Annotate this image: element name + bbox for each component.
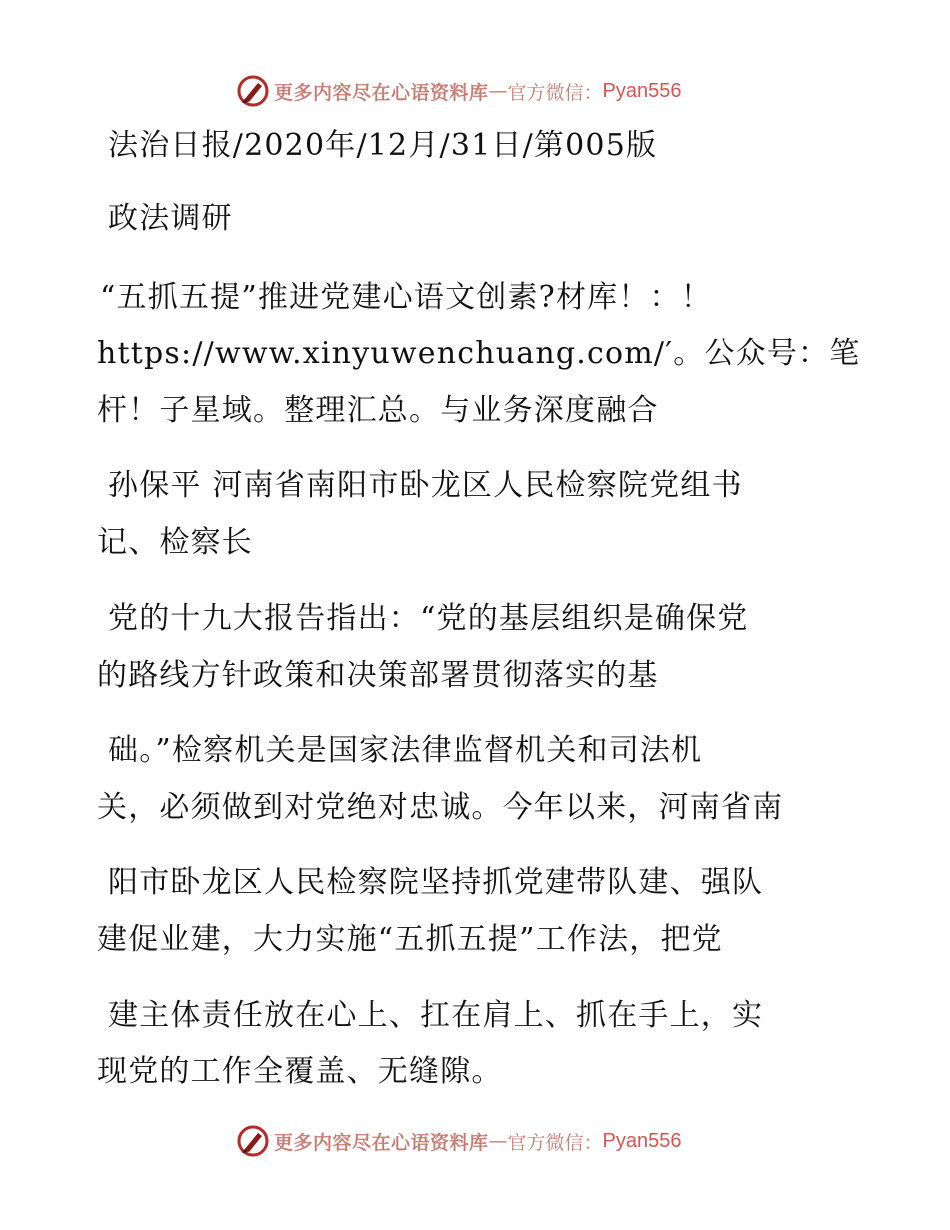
wechat-label: 官方微信： <box>507 1131 603 1154</box>
wechat-id: Pyan556 <box>602 1129 682 1152</box>
paragraph-line: 建促业建，大力实施“五抓五提”工作法，把党 <box>97 922 723 957</box>
pen-logo-icon <box>236 74 270 108</box>
author-line: 记、检察长 <box>97 525 253 560</box>
section-heading: 政法调研 <box>108 201 233 236</box>
paragraph-line: 关，必须做到对党绝对忠诚。今年以来，河南省南 <box>97 790 784 825</box>
paragraph-line: 党的十九大报告指出：“党的基层组织是确保党 <box>108 601 749 636</box>
article-title: https://www.xinyuwenchuang.com/′。公众号：笔 <box>97 336 861 371</box>
paragraph-line: 建主体责任放在心上、扛在肩上、抓在手上，实 <box>108 998 764 1033</box>
source-line: 法治日报/2020年/12月/31日/第005版 <box>108 128 658 163</box>
promo-text: 更多内容尽在心语资料库 <box>274 1131 489 1154</box>
bottom-banner <box>236 1124 682 1158</box>
wechat-id: Pyan556 <box>602 79 682 102</box>
paragraph-line: 的路线方针政策和决策部署贯彻落实的基 <box>97 658 659 693</box>
top-banner <box>236 74 682 108</box>
wechat-label: 官方微信： <box>507 81 603 104</box>
banner-separator: — <box>488 1130 508 1152</box>
paragraph-line: 现党的工作全覆盖、无缝隙。 <box>97 1054 503 1089</box>
paragraph-line: 础。”检察机关是国家法律监督机关和司法机 <box>108 733 703 768</box>
pen-logo-icon <box>236 1124 270 1158</box>
author-line: 孙保平 河南省南阳市卧龙区人民检察院党组书 <box>108 468 743 503</box>
paragraph-line: 阳市卧龙区人民检察院坚持抓党建带队建、强队 <box>108 865 764 900</box>
banner-separator: — <box>488 80 508 102</box>
promo-text: 更多内容尽在心语资料库 <box>274 81 489 104</box>
article-title: “五抓五提”推进党建心语文创素?材库！：！ <box>100 280 712 315</box>
article-title: 杆！子星域。整理汇总。与业务深度融合 <box>97 393 659 428</box>
